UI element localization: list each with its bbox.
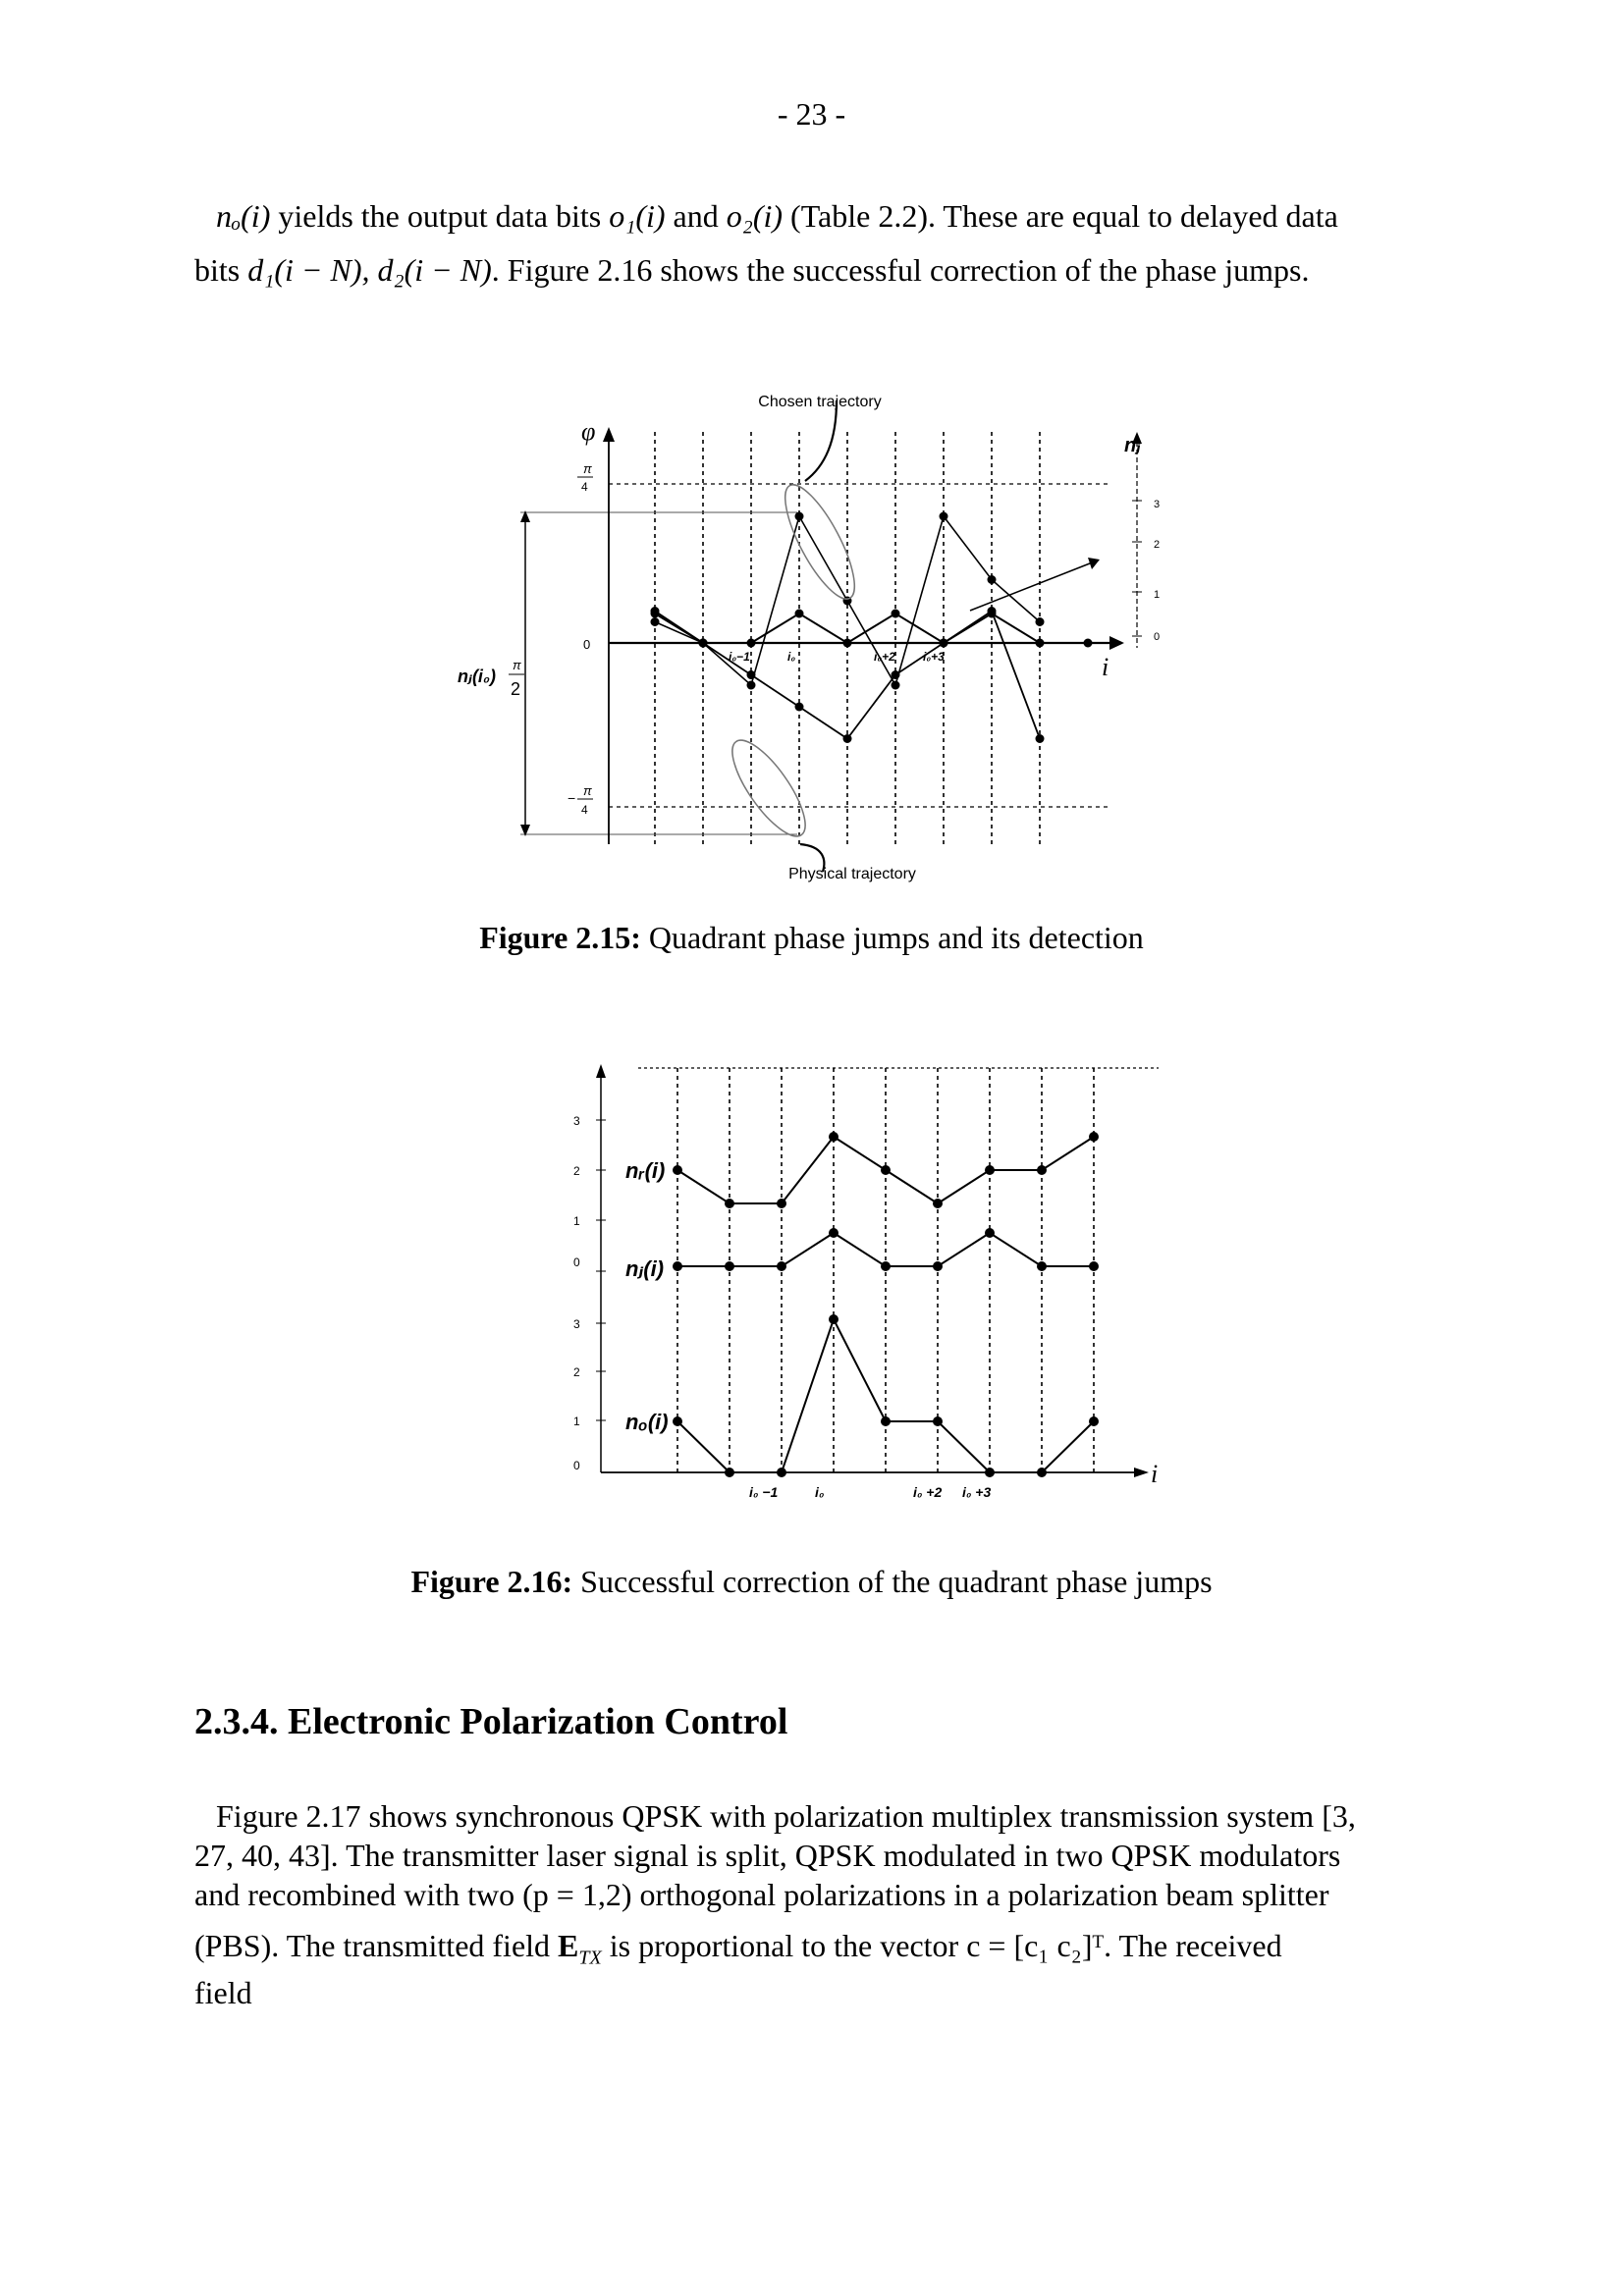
fig15-phi-label: φ [581,417,596,446]
intro-text-bits: bits [194,252,241,288]
fig15-point-chosen [988,575,997,584]
fig16-point-nr [933,1199,943,1208]
fig16-point-nr [673,1165,682,1175]
section-math-p: (p = 1,2) [522,1877,632,1912]
fig15-point-physical [940,639,948,648]
fig15-nj-expr: nⱼ(i₀) [458,667,497,686]
fig16-nr-label: nᵣ(i) [625,1158,666,1183]
fig16-caption-text: Successful correction of the quadrant phase jumps [580,1564,1213,1599]
fig16-point-nj [933,1261,943,1271]
fig15-xtick-i0: i₀ [787,650,796,664]
fig16-xtick-i0p2: i₀ +2 [913,1484,943,1500]
fig16-point-nj [829,1228,839,1238]
section-heading: 2.3.4. Electronic Polarization Control [194,1701,788,1742]
fig15-point-physical [747,670,756,679]
fig15-point-chosen [747,681,756,690]
fig16-ytick-upper-2: 2 [573,1164,580,1178]
fig15-point-nj [843,639,852,648]
fig15-right-tick-3: 3 [1154,499,1161,510]
intro-text-b: and [673,198,719,234]
fig16-point-nj [1037,1261,1047,1271]
fig15-left-pi-top: π [583,461,592,476]
fig16-point-nr [985,1165,995,1175]
fig16-point-no [829,1314,839,1324]
fig16-ytick-lower-0: 0 [573,1459,580,1472]
fig15-point-nj [795,610,804,618]
math-no-i: nₒ(i) [216,198,271,234]
fig15-xtick-i0p3: i₀+3 [923,650,945,664]
page-number: - 23 - [777,96,846,132]
fig16-point-no [1089,1416,1099,1426]
fig15-left-0: 0 [583,637,591,652]
fig15-point-physical [795,703,804,712]
fig16-point-no [777,1468,786,1477]
section-math-E-sub: TX [578,1947,602,1969]
fig15-point-physical [843,734,852,743]
fig16-point-nr [829,1132,839,1142]
section-text-3b: orthogonal polarizations in a polarization beam splitter [639,1877,1329,1912]
section-math-E: E [558,1928,579,1963]
fig16-point-nj [1089,1261,1099,1271]
fig16-point-nj [985,1228,995,1238]
fig15-series-lines [655,516,1088,739]
fig16-caption-label: Figure 2.16: [410,1564,573,1599]
fig16-point-nr [777,1199,786,1208]
fig16-xtick-i0-1: i₀ −1 [749,1484,779,1500]
fig16-line-no [677,1319,1094,1472]
fig16-y-arrow [596,1064,606,1078]
math-d2: d₂(i − N) [377,252,492,288]
fig16-ytick-lower-2: 2 [573,1365,580,1379]
fig15-pi2-pi: π [513,658,521,672]
fig15-x-arrow [1109,636,1124,650]
section-text-1: Figure 2.17 shows synchronous QPSK with polarization multiplex transmission system [3, [216,1798,1356,1834]
fig15-point-nj [747,639,756,648]
fig15-point-chosen [892,681,900,690]
fig15-caption [0,920,1623,956]
math-d1: d₁(i − N), [247,252,370,288]
fig15-right-tick-1: 1 [1154,589,1161,601]
fig16-point-no [673,1416,682,1426]
fig15-i-label: i [1102,653,1109,681]
fig15-left-minus: − [568,790,576,806]
fig16-no-label: nₒ(i) [625,1410,669,1434]
fig16-caption [0,1564,1623,1600]
fig15-line-nj [655,614,1088,643]
fig15-ellipse-physical [720,730,817,846]
section-text-3a: and recombined with two [194,1877,515,1912]
intro-line-1 [194,191,1438,240]
fig15-xtick-i0-1: i₀−1 [729,650,750,664]
fig16-point-no [1037,1468,1047,1477]
fig16-xtick-i0: i₀ [815,1484,825,1500]
fig16-point-nr [725,1199,734,1208]
fig16-ytick-upper-0: 0 [573,1255,580,1269]
fig15-nj-label: nⱼ [1124,435,1141,456]
fig15-ellipse-chosen [773,476,867,608]
fig15-right-tick-2: 2 [1154,539,1161,551]
fig16-point-nr [881,1165,891,1175]
fig15-point-nj [892,610,900,618]
fig15-point-chosen [940,512,948,521]
intro-text-a: yields the output data bits [278,198,602,234]
fig16-xtick-i0p3: i₀ +3 [962,1484,992,1500]
math-o1-i: o₁(i) [609,198,666,234]
fig15-grid-vertical [655,432,1040,844]
fig15-point-physical [1036,734,1045,743]
fig15-xtick-i0p2: i₀+2 [874,650,895,664]
section-line-3 [194,1870,1438,1919]
fig15-point-chosen [651,617,660,626]
intro-text-d: . Figure 2.16 shows the successful correction of the phase jumps. [491,252,1310,288]
section-line-5: field [194,1975,252,2010]
fig16-point-no [985,1468,995,1477]
fig16-point-nr [1037,1165,1047,1175]
fig15-nj-arrow [970,561,1095,611]
fig15-point-physical [892,670,900,679]
fig15-caption-text: Quadrant phase jumps and its detection [648,920,1144,955]
fig15-pi2-2: 2 [511,679,521,699]
fig15-point-nj [1036,639,1045,648]
figure-2-15 [432,383,1217,893]
intro-line-2 [194,245,1438,294]
fig16-point-nj [673,1261,682,1271]
section-text-4b: is proportional to the vector [609,1928,959,1963]
fig16-ytick-upper-1: 1 [573,1214,580,1228]
fig15-point-chosen [795,512,804,521]
fig15-right-tick-0: 0 [1154,631,1161,643]
fig16-point-no [933,1416,943,1426]
fig16-i-label: i [1151,1460,1159,1488]
fig16-point-nj [725,1261,734,1271]
fig15-point-chosen [1036,617,1045,626]
section-math-c: c = [c₁ c₂]ᵀ [966,1928,1105,1963]
fig15-point-nj [1084,639,1093,648]
fig15-left-4-top: 4 [581,480,588,494]
section-text-4c: . The received [1104,1928,1282,1963]
intro-text-c: (Table 2.2). These are equal to delayed data [790,198,1338,234]
fig15-point-physical [651,607,660,615]
fig16-point-no [881,1416,891,1426]
fig16-point-no [725,1468,734,1477]
fig15-left-4-bottom: 4 [581,803,588,817]
fig16-point-nj [777,1261,786,1271]
fig15-physical-label: Physical trajectory [788,866,916,882]
fig15-point-physical [988,607,997,615]
fig15-caption-label: Figure 2.15: [479,920,641,955]
fig16-point-nj [881,1261,891,1271]
section-line-2: 27, 40, 43]. The transmitter laser signal is split, QPSK modulated in two QPSK modulators [194,1838,1341,1873]
math-o2-i: o₂(i) [726,198,784,234]
fig16-ytick-lower-1: 1 [573,1415,580,1428]
section-text-4a: (PBS). The transmitted field [194,1928,551,1963]
fig15-chosen-pointer [805,400,837,481]
fig16-ytick-lower-3: 3 [573,1317,580,1331]
fig16-nj-label: nⱼ(i) [625,1256,665,1281]
fig15-y-arrow [603,427,615,442]
fig15-point-chosen [699,639,708,648]
fig16-x-arrow [1134,1468,1149,1477]
figure-2-16 [550,1050,1198,1512]
fig15-chosen-label: Chosen trajectory [758,394,882,410]
fig16-ytick-upper-3: 3 [573,1114,580,1128]
fig16-point-nr [1089,1132,1099,1142]
fig15-left-pi-bottom: π [583,783,592,798]
